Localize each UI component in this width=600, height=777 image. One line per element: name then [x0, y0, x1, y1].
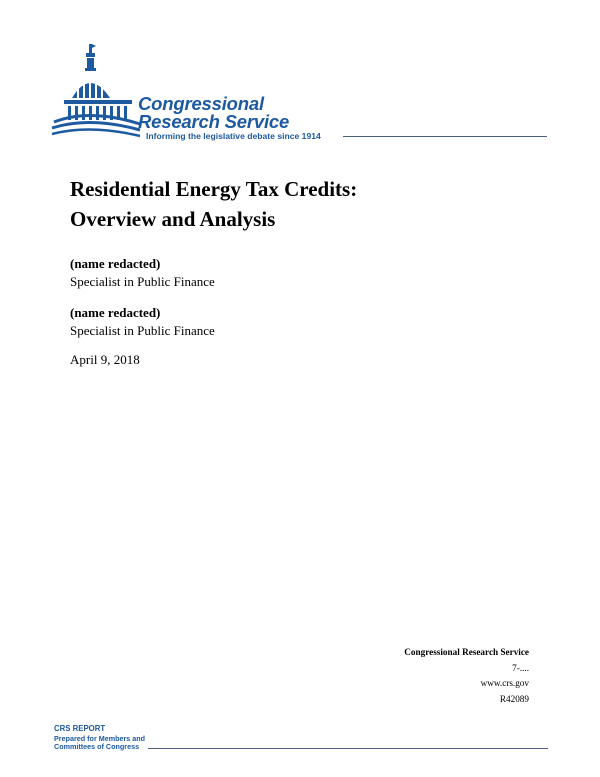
- crs-website: www.crs.gov: [480, 678, 529, 688]
- footer-divider: [148, 748, 548, 749]
- crs-report-footer: [54, 725, 548, 755]
- crs-logo: [50, 40, 550, 150]
- report-title-line1: Residential Energy Tax Credits:: [70, 177, 358, 201]
- author-title: Specialist in Public Finance: [70, 323, 215, 338]
- author-name: (name redacted): [70, 256, 161, 271]
- logo-divider: [343, 136, 547, 137]
- report-number: R42089: [499, 693, 529, 704]
- crs-contact-block: [404, 645, 529, 707]
- logo-tagline: Informing the legislative debate since 1914: [146, 131, 321, 141]
- crs-org-name: Congressional Research Service: [404, 647, 529, 657]
- author-block: [70, 304, 215, 340]
- logo-name-line1: Congressional: [138, 93, 264, 114]
- report-date: April 9, 2018: [70, 352, 140, 367]
- author-block: [70, 255, 215, 291]
- author-title: Specialist in Public Finance: [70, 274, 215, 289]
- report-title: [70, 174, 357, 234]
- footer-prepared-for: Prepared for Members and: [54, 734, 146, 743]
- report-title-line2: Overview and Analysis: [70, 207, 276, 231]
- footer-report-label: CRS REPORT: [54, 724, 106, 733]
- footer-committees: Committees of Congress: [54, 742, 140, 751]
- crs-phone: 7-....: [512, 662, 529, 673]
- author-name: (name redacted): [70, 305, 161, 320]
- logo-name-line2: Research Service: [138, 111, 290, 132]
- capitol-dome-icon: [50, 40, 142, 145]
